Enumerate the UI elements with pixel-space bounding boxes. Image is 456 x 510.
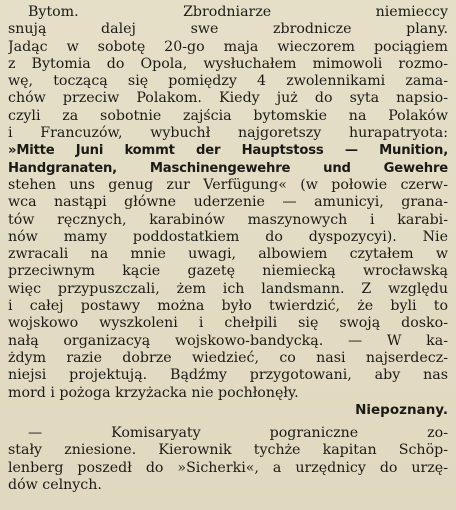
notice-line: lenberg poszedł do »Sicherki«, a urzędnicy do urzę- [8,459,448,476]
notice-line: dów celnych. [8,477,102,494]
article-line: Bytom. Zbrodniarze niemieccy [28,4,448,20]
article-line: nów mamy poddostatkiem do dyspozycyi). Nie [8,228,448,245]
article-line: stehen uns genug zur Verfügung« (w połowie czerw- [8,176,448,193]
article-line: i całej postawy można było twierdzić, że byli to [8,298,448,315]
article-line: zwracali na mnie uwagi, albowiem czytałem w [8,246,448,263]
article-line: niejsi projektują. Bądźmy przygotowani, aby nas [8,367,448,384]
article-line: snują dalej swe zbrodnicze plany. [8,21,448,38]
notice-line: — Komisaryaty pograniczne zo- [28,425,448,442]
article-line: wojskowo wyszkoleni i chełpili się swoją dosko- [8,315,448,332]
article-line: przeciwnym kącie gazetę niemiecką wrocławską [8,263,448,280]
article-line: nałą organizacyą wojskowo-bandycką. — W ka- [8,332,448,349]
article-line: z Bytomia do Opola, wysłuchałem mimowoli rozmo- [8,55,448,72]
article-line: tów ręcznych, karabinów maszynowych i karabi- [8,211,448,228]
article-bytom [8,4,448,419]
article-line: czyli za sobotnie zajścia bytomskie na Polaków [8,107,448,124]
article-line: wę, toczącą się pomiędzy 4 zwolennikami zama- [8,73,448,90]
article-signature: Niepoznany. [355,401,448,418]
article-line: żdym razie dobrze wiedzieć, co nasi najserdecz- [8,349,448,366]
article-line: więc przypuszczali, żem ich landsmann. Z względu [8,280,448,297]
article-line: chów przeciw Polakom. Kiedy już do syta napsio- [8,90,448,107]
german-quote-line: »Mitte Juni kommt der Hauptstoss — Munition, [8,143,448,159]
article-line: mord i pożoga krzyżacka nie pochłonęły. [8,384,299,401]
article-line: i Francuzów, wybuchł najgoretszy hurapatryota: [8,125,448,142]
notice-line: stały zniesione. Kierownik tychże kapitan Schöp- [8,442,448,459]
article-line: wca nastąpi główne uderzenie — amunicyi, grana- [8,194,448,211]
article-line: Jadąc w sobotę 20-go maja wieczorem pociągiem [8,38,448,55]
german-quote-line: Handgranaten, Maschinengewehre und Gewehre [8,160,448,176]
notice-komisaryaty [8,425,448,494]
